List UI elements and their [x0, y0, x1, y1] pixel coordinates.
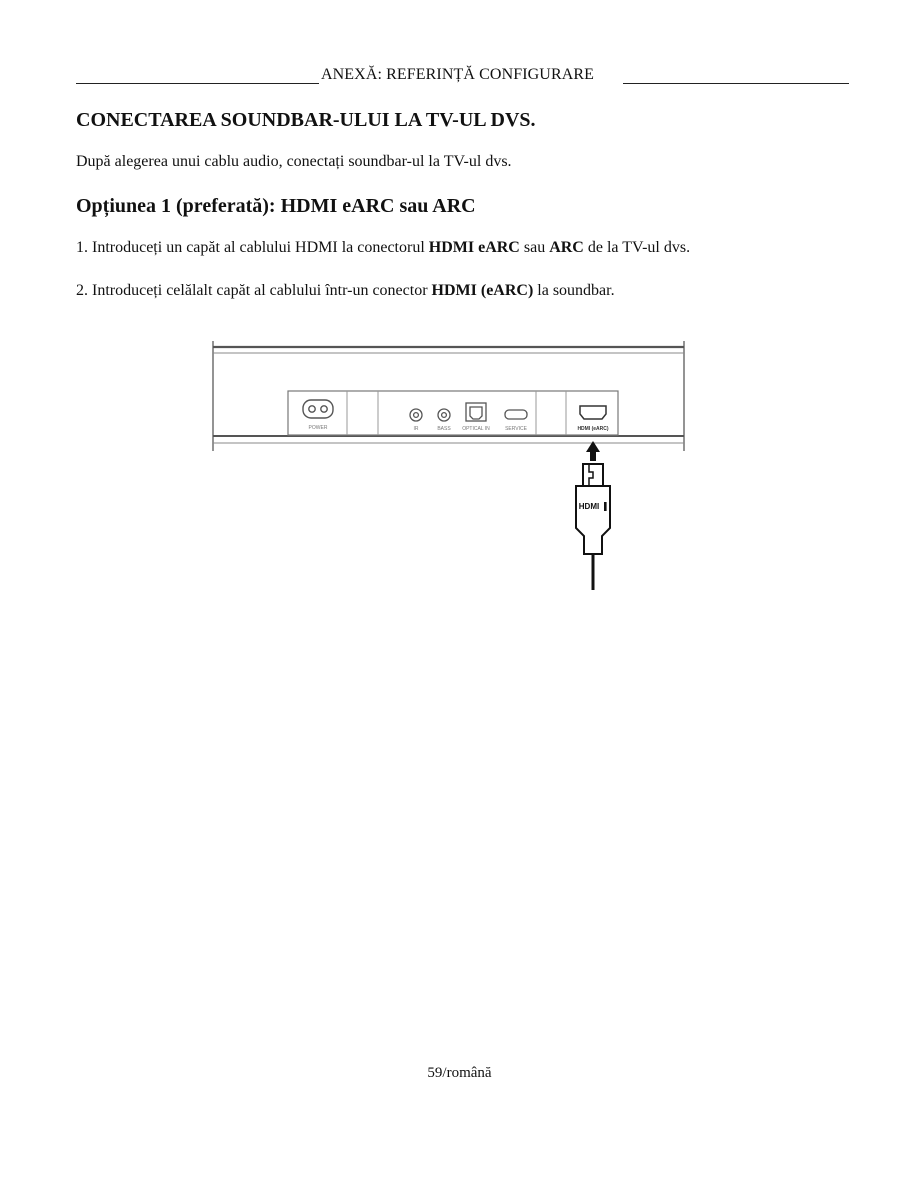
- header-rule-left: [76, 83, 319, 84]
- header-rule-right: [623, 83, 849, 84]
- soundbar-connection-diagram: [210, 333, 690, 593]
- page-header: [76, 66, 849, 86]
- power-port-icon: [303, 400, 333, 418]
- step-2: [76, 282, 615, 300]
- section-intro: După alegerea unui cablu audio, conectați soundbar-ul la TV-ul dvs.: [76, 153, 512, 170]
- step-text: Introduceți celălalt capăt al cablului într-un conector: [88, 282, 432, 299]
- hdmi-plug-label: HDMI: [578, 502, 600, 511]
- service-port-icon: [505, 410, 527, 419]
- power-port-label: POWER: [308, 425, 328, 431]
- step-emphasis: ARC: [549, 239, 584, 256]
- plug-label-mark: [604, 502, 607, 511]
- hdmi-plug-icon: [576, 464, 610, 590]
- step-1: [76, 239, 690, 257]
- ir-port-label: IR: [413, 426, 419, 432]
- page-number: 59/română: [427, 1065, 492, 1081]
- step-text: sau: [519, 239, 550, 256]
- step-text: la soundbar.: [533, 282, 615, 299]
- step-emphasis: HDMI (eARC): [431, 282, 534, 299]
- step-number: 2.: [76, 282, 88, 299]
- soundbar-rear-panel: [213, 341, 684, 451]
- hdmi-earc-port-icon: [580, 406, 606, 419]
- insert-arrow-icon: [586, 441, 600, 461]
- step-text: Introduceți un capăt al cablului HDMI la conectorul: [88, 239, 429, 256]
- bass-port-label: BASS: [437, 426, 451, 432]
- step-emphasis: HDMI eARC: [428, 239, 520, 256]
- optical-port-icon: [466, 403, 486, 421]
- ir-port-icon: [410, 409, 422, 421]
- service-port-label: SERVICE: [505, 426, 527, 432]
- step-text: de la TV-ul dvs.: [583, 239, 691, 256]
- header-title: ANEXĂ: REFERINȚĂ CONFIGURARE: [321, 66, 595, 83]
- option-title: Opțiunea 1 (preferată): HDMI eARC sau ARC: [76, 195, 476, 217]
- bass-port-icon: [438, 409, 450, 421]
- hdmi-earc-port-label: HDMI (eARC): [577, 426, 609, 432]
- diagram-svg: [210, 333, 690, 593]
- step-number: 1.: [76, 239, 88, 256]
- optical-port-label: OPTICAL IN: [462, 426, 490, 432]
- section-title: CONECTAREA SOUNDBAR-ULUI LA TV-UL DVS.: [76, 109, 536, 131]
